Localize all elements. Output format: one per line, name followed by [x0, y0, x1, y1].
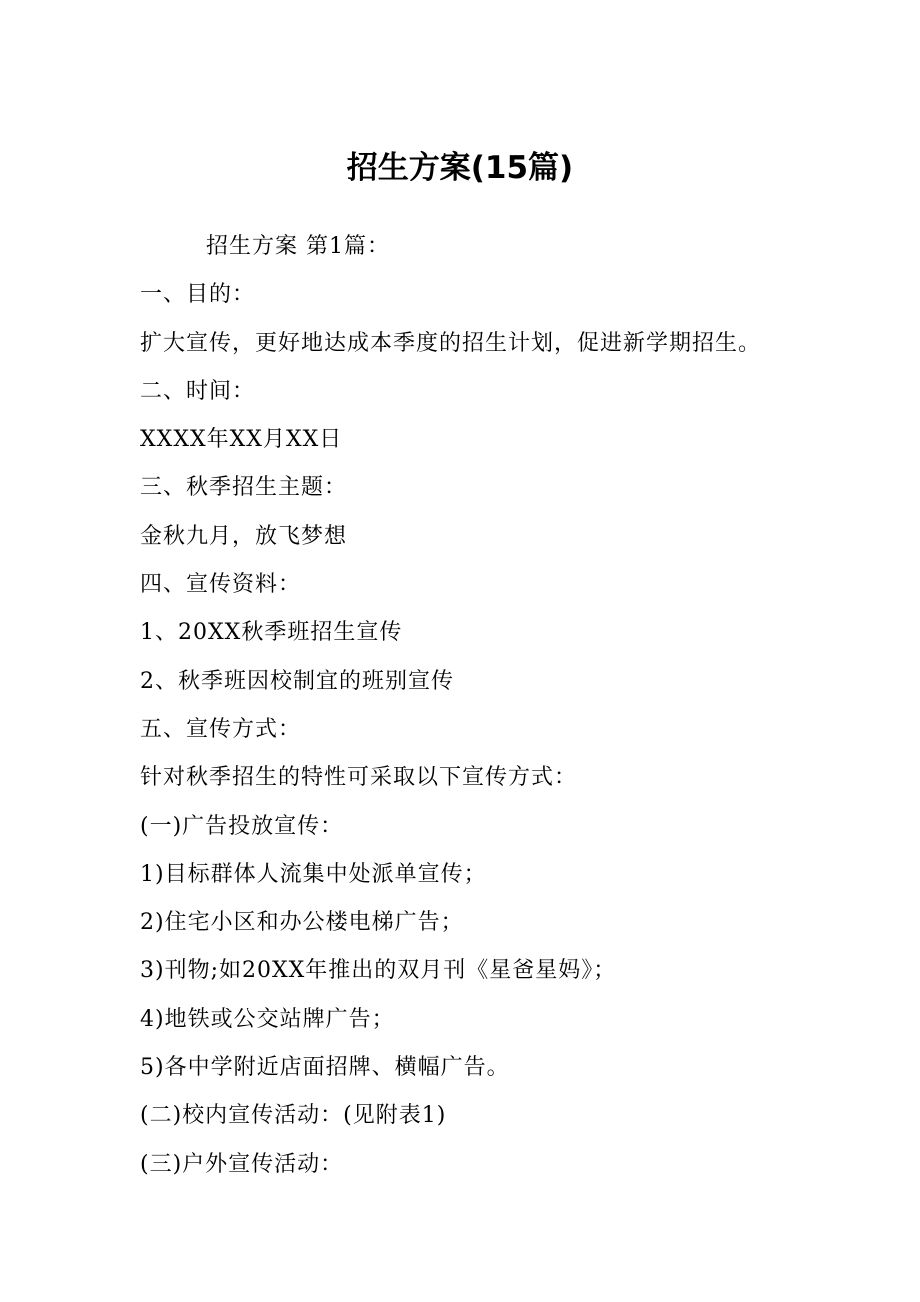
- paragraph-line: (二)校内宣传活动：(见附表1): [140, 1103, 447, 1129]
- paragraph-line: 五、宣传方式：: [140, 716, 302, 742]
- paragraph-line: 四、宣传资料：: [140, 572, 302, 598]
- document-title: 招生方案(15篇): [346, 150, 574, 186]
- paragraph-line: 二、时间：: [140, 378, 256, 404]
- section-heading: 招生方案 第1篇：: [206, 234, 390, 259]
- paragraph-line: 一、目的：: [140, 282, 256, 308]
- document-body: [140, 223, 840, 1189]
- paragraph-line: 1)目标群体人流集中处派单宣传；: [140, 861, 487, 887]
- paragraph-line: 5)各中学附近店面招牌、横幅广告。: [140, 1055, 510, 1081]
- paragraph-line: 3)刊物;如20XX年推出的双月刊《星爸星妈》；: [140, 958, 617, 984]
- paragraph-line: 扩大宣传，更好地达成本季度的招生计划，促进新学期招生。: [140, 330, 762, 356]
- paragraph-line: (一)广告投放宣传：: [140, 813, 344, 839]
- paragraph-line: 针对秋季招生的特性可采取以下宣传方式：: [140, 765, 578, 791]
- paragraph-line: 1、20XX秋季班招生宣传: [140, 620, 403, 646]
- paragraph-line: 2)住宅小区和办公楼电梯广告；: [140, 910, 464, 936]
- paragraph-line: (三)户外宣传活动：: [140, 1151, 344, 1177]
- paragraph-line: 三、秋季招生主题：: [140, 475, 348, 501]
- paragraph-line: 4)地铁或公交站牌广告；: [140, 1006, 395, 1032]
- paragraph-line: 金秋九月，放飞梦想: [140, 523, 348, 549]
- paragraph-line: 2、秋季班因校制宜的班别宣传: [140, 668, 454, 694]
- paragraph-line: XXXX年XX月XX日: [140, 427, 343, 453]
